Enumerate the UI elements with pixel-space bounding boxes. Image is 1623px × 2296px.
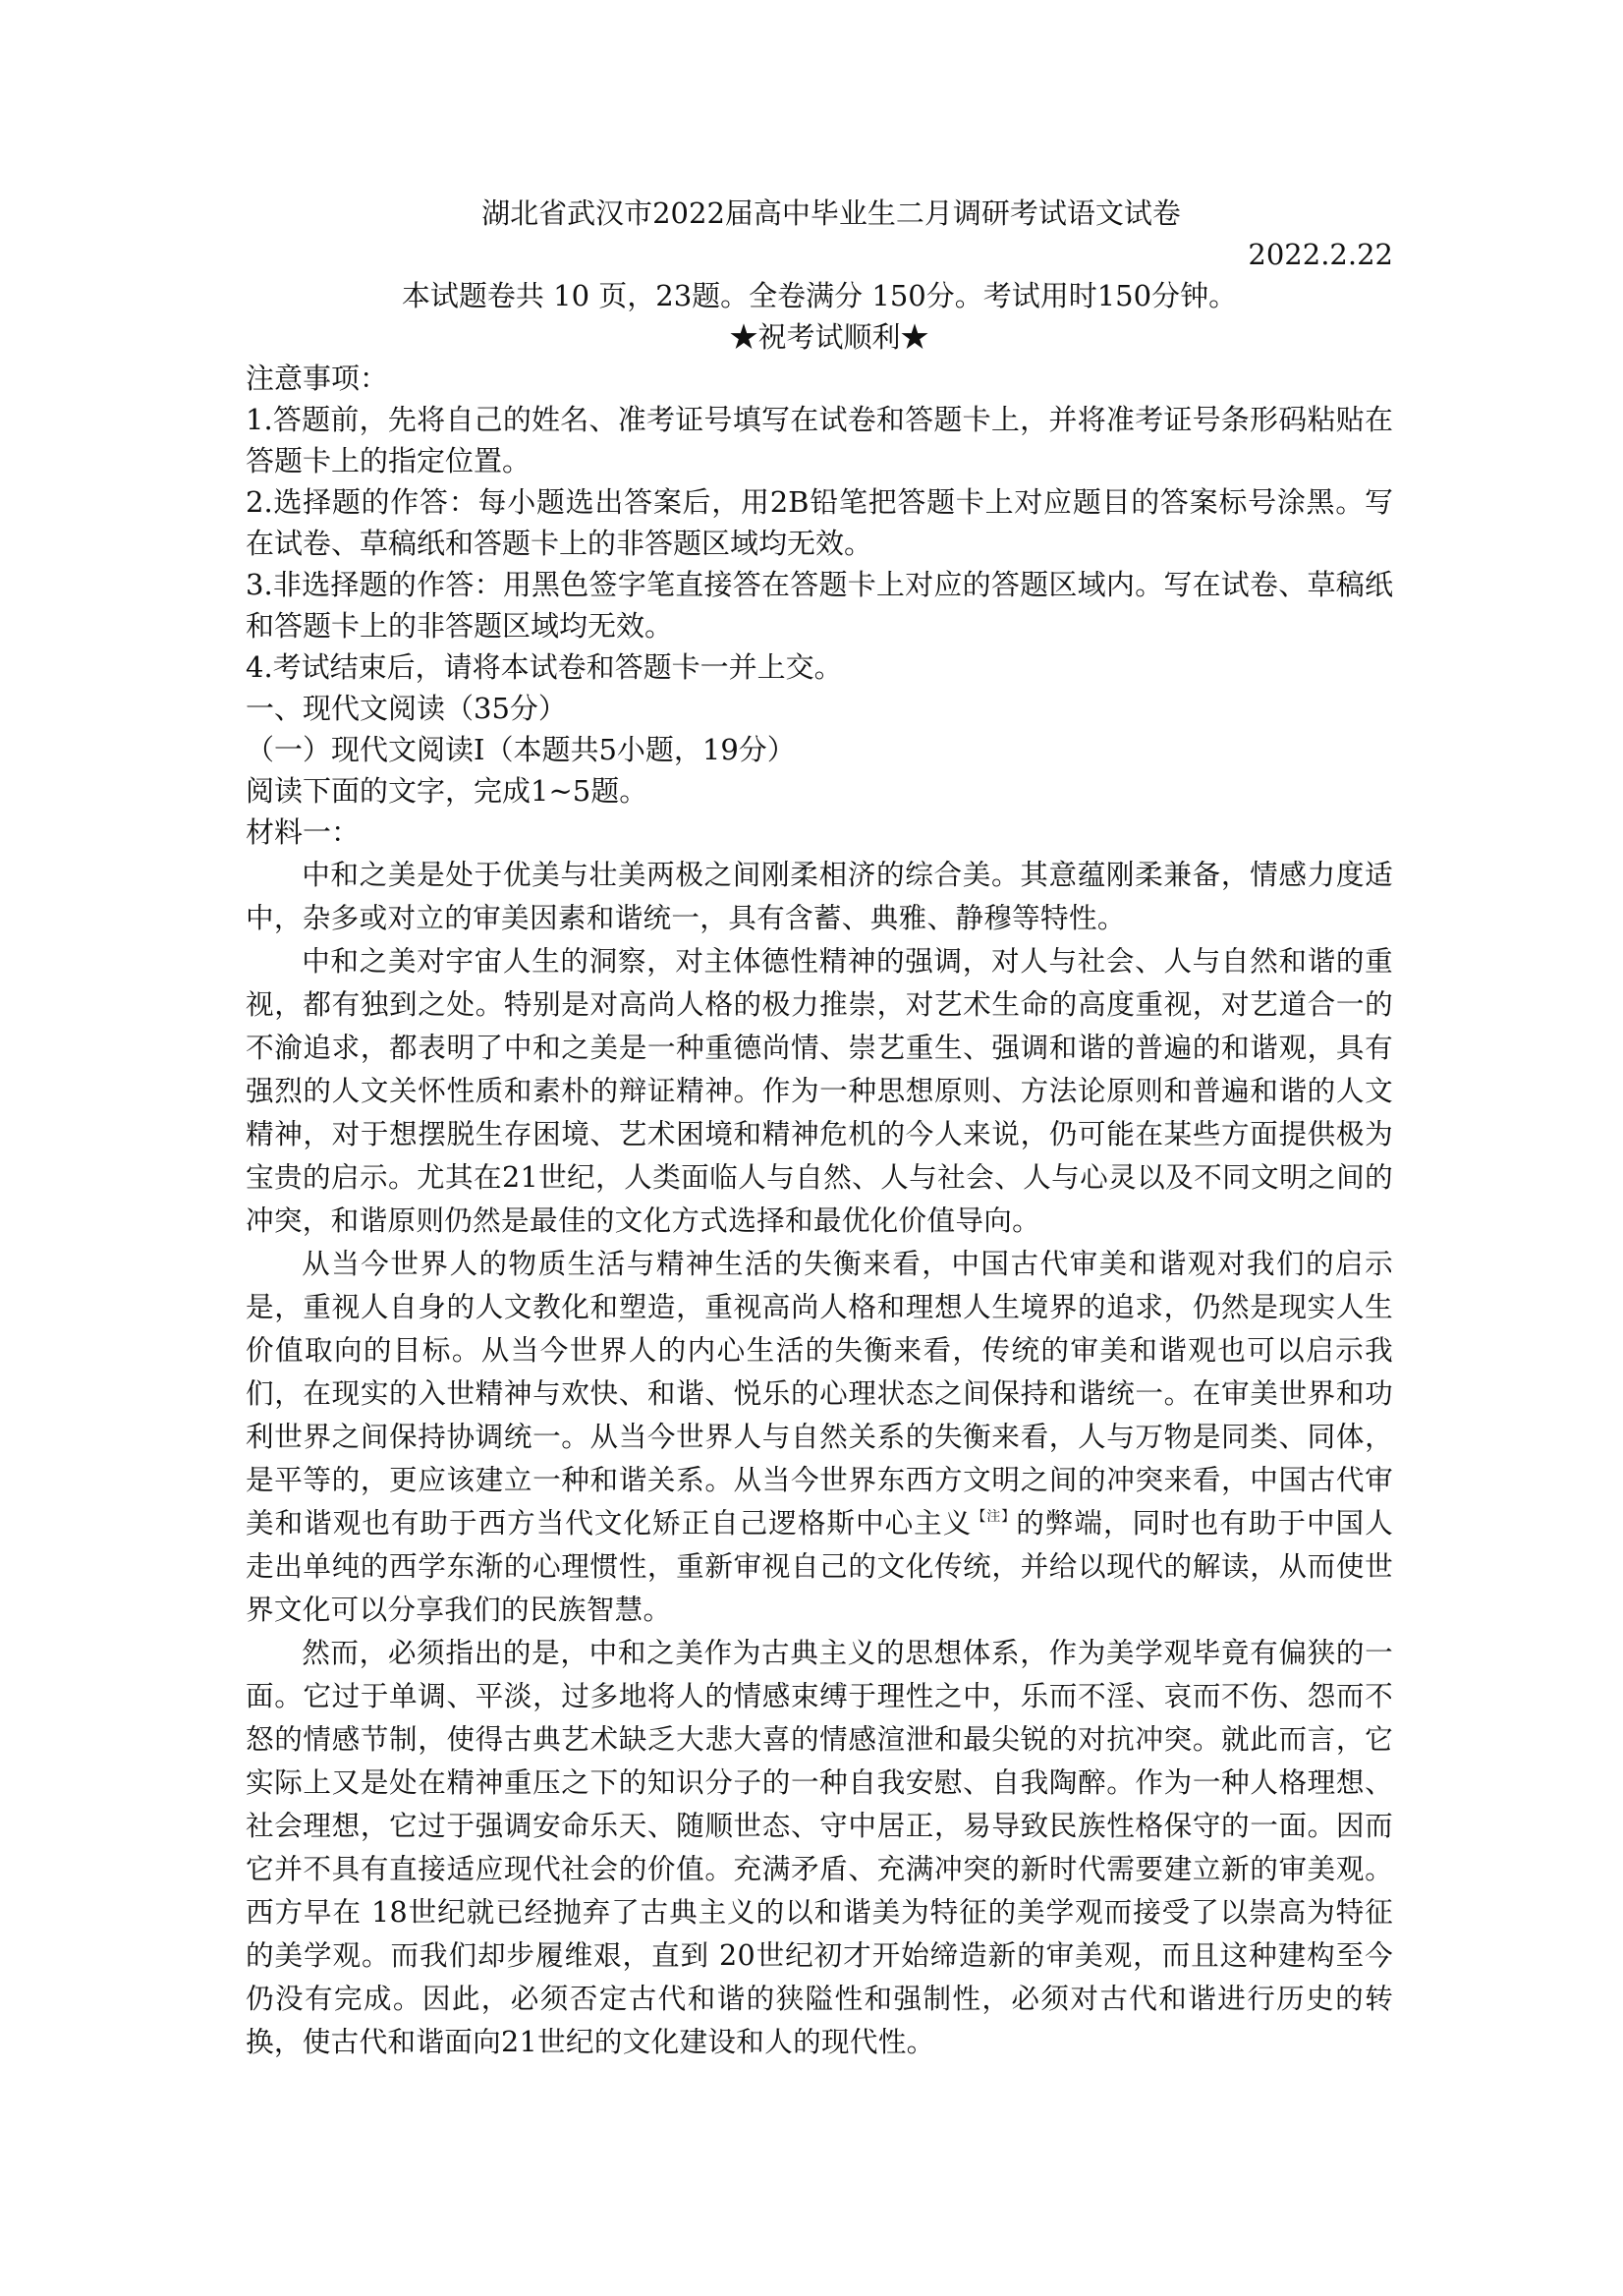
good-luck-line: ★祝考试顺利★ <box>729 320 929 354</box>
footnote-marker: 【注】 <box>972 1509 1017 1525</box>
paragraph-4: 然而，必须指出的是，中和之美作为古典主义的思想体系，作为美学观毕竟有偏狭的一面。它过于单调、平淡，过多地将人的情感束缚于理性之中，乐而不淫、哀而不伤、怨而不怒的情感节制，使得古典艺术缺乏大悲大喜的情感渲泄和最尖锐的对抗冲突。就此而言，它实际上又是处在精神重压之下的知识分子的一种自我安慰、自我陶醉。作为一种人格理想、社会理想，它过于强调安命乐天、随顺世态、守中居正，易导致民族性格保守的一面。因而它并不具有直接适应现代社会的价值。充满矛盾、充满冲突的新时代需要建立新的审美观。西方早在 18世纪就已经抛弃了古典主义的以和谐美为特征的美学观而接受了以崇高为特征的美学观。而我们却步履维艰，直到 20世纪初才开始缔造新的审美观，而且这种建构至今仍没有完成。因此，必须否定古代和谐的狭隘性和强制性，必须对古代和谐进行历史的转换，使古代和谐面向21世纪的文化建设和人的现代性。 <box>246 1636 1393 2058</box>
notice-heading: 注意事项： <box>246 362 389 395</box>
paragraph-3 <box>246 1242 1393 1631</box>
paragraph-2: 中和之美对宇宙人生的洞察，对主体德性精神的强调，对人与社会、人与自然和谐的重视，都有独到之处。特别是对高尚人格的极力推崇，对艺术生命的高度重视，对艺道合一的不渝追求，都表明了中和之美是一种重德尚情、崇艺重生、强调和谐的普遍的和谐观，具有强烈的人文关怀性质和素朴的辩证精神。作为一种思想原则、方法论原则和普遍和谐的人文精神，对于想摆脱生存困境、艺术困境和精神危机的今人来说，仍可能在某些方面提供极为宝贵的启示。尤其在21世纪，人类面临人与自然、人与社会、人与心灵以及不同文明之间的冲突，和谐原则仍然是最佳的文化方式选择和最优化价值导向。 <box>246 944 1393 1237</box>
exam-date: 2022.2.22 <box>1248 238 1393 271</box>
section-title: 一、现代文阅读（35分） <box>246 692 567 725</box>
notice-item-1: 1.答题前，先将自己的姓名、准考证号填写在试卷和答题卡上，并将准考证号条形码粘贴在答题卡上的指定位置。 <box>246 403 1393 477</box>
paragraph-3-text-b: 的弊端，同时也有助于中国人走出单纯的西学东渐的心理惯性，重新审视自己的文化传统，并给以现代的解读，从而使世界文化可以分享我们的民族智慧。 <box>246 1506 1393 1626</box>
notice-item-4: 4.考试结束后，请将本试卷和答题卡一并上交。 <box>246 650 843 684</box>
exam-page <box>246 193 1393 2063</box>
section-subtitle: （一）现代文阅读Ⅰ（本题共5小题，19分） <box>246 733 796 766</box>
paragraph-1: 中和之美是处于优美与壮美两极之间刚柔相济的综合美。其意蕴刚柔兼备，情感力度适中，杂多或对立的审美因素和谐统一，具有含蓄、典雅、静穆等特性。 <box>246 858 1393 934</box>
notice-item-2: 2.选择题的作答：每小题选出答案后，用2B铅笔把答题卡上对应题目的答案标号涂黑。写在试卷、草稿纸和答题卡上的非答题区域均无效。 <box>246 485 1393 560</box>
notice-item-3: 3.非选择题的作答：用黑色签字笔直接答在答题卡上对应的答题区域内。写在试卷、草稿纸和答题卡上的非答题区域均无效。 <box>246 568 1393 643</box>
paragraph-3-text-a: 从当今世界人的物质生活与精神生活的失衡来看，中国古代审美和谐观对我们的启示是，重视人自身的人文教化和塑造，重视高尚人格和理想人生境界的追求，仍然是现实人生价值取向的目标。从当今世界人的内心生活的失衡来看，传统的审美和谐观也可以启示我们，在现实的入世精神与欢快、和谐、悦乐的心理状态之间保持和谐统一。在审美世界和功利世界之间保持协调统一。从当今世界人与自然关系的失衡来看，人与万物是同类、同体，是平等的，更应该建立一种和谐关系。从当今世界东西方文明之间的冲突来看，中国古代审美和谐观也有助于西方当代文化矫正自己逻格斯中心主义 <box>246 1247 1393 1540</box>
exam-intro: 本试题卷共 10 页，23题。全卷满分 150分。考试用时150分钟。 <box>401 279 1238 312</box>
material-label: 材料一： <box>246 815 361 849</box>
reading-instruction: 阅读下面的文字，完成1~5题。 <box>246 774 648 808</box>
exam-title: 湖北省武汉市2022届高中毕业生二月调研考试语文试卷 <box>481 196 1181 230</box>
